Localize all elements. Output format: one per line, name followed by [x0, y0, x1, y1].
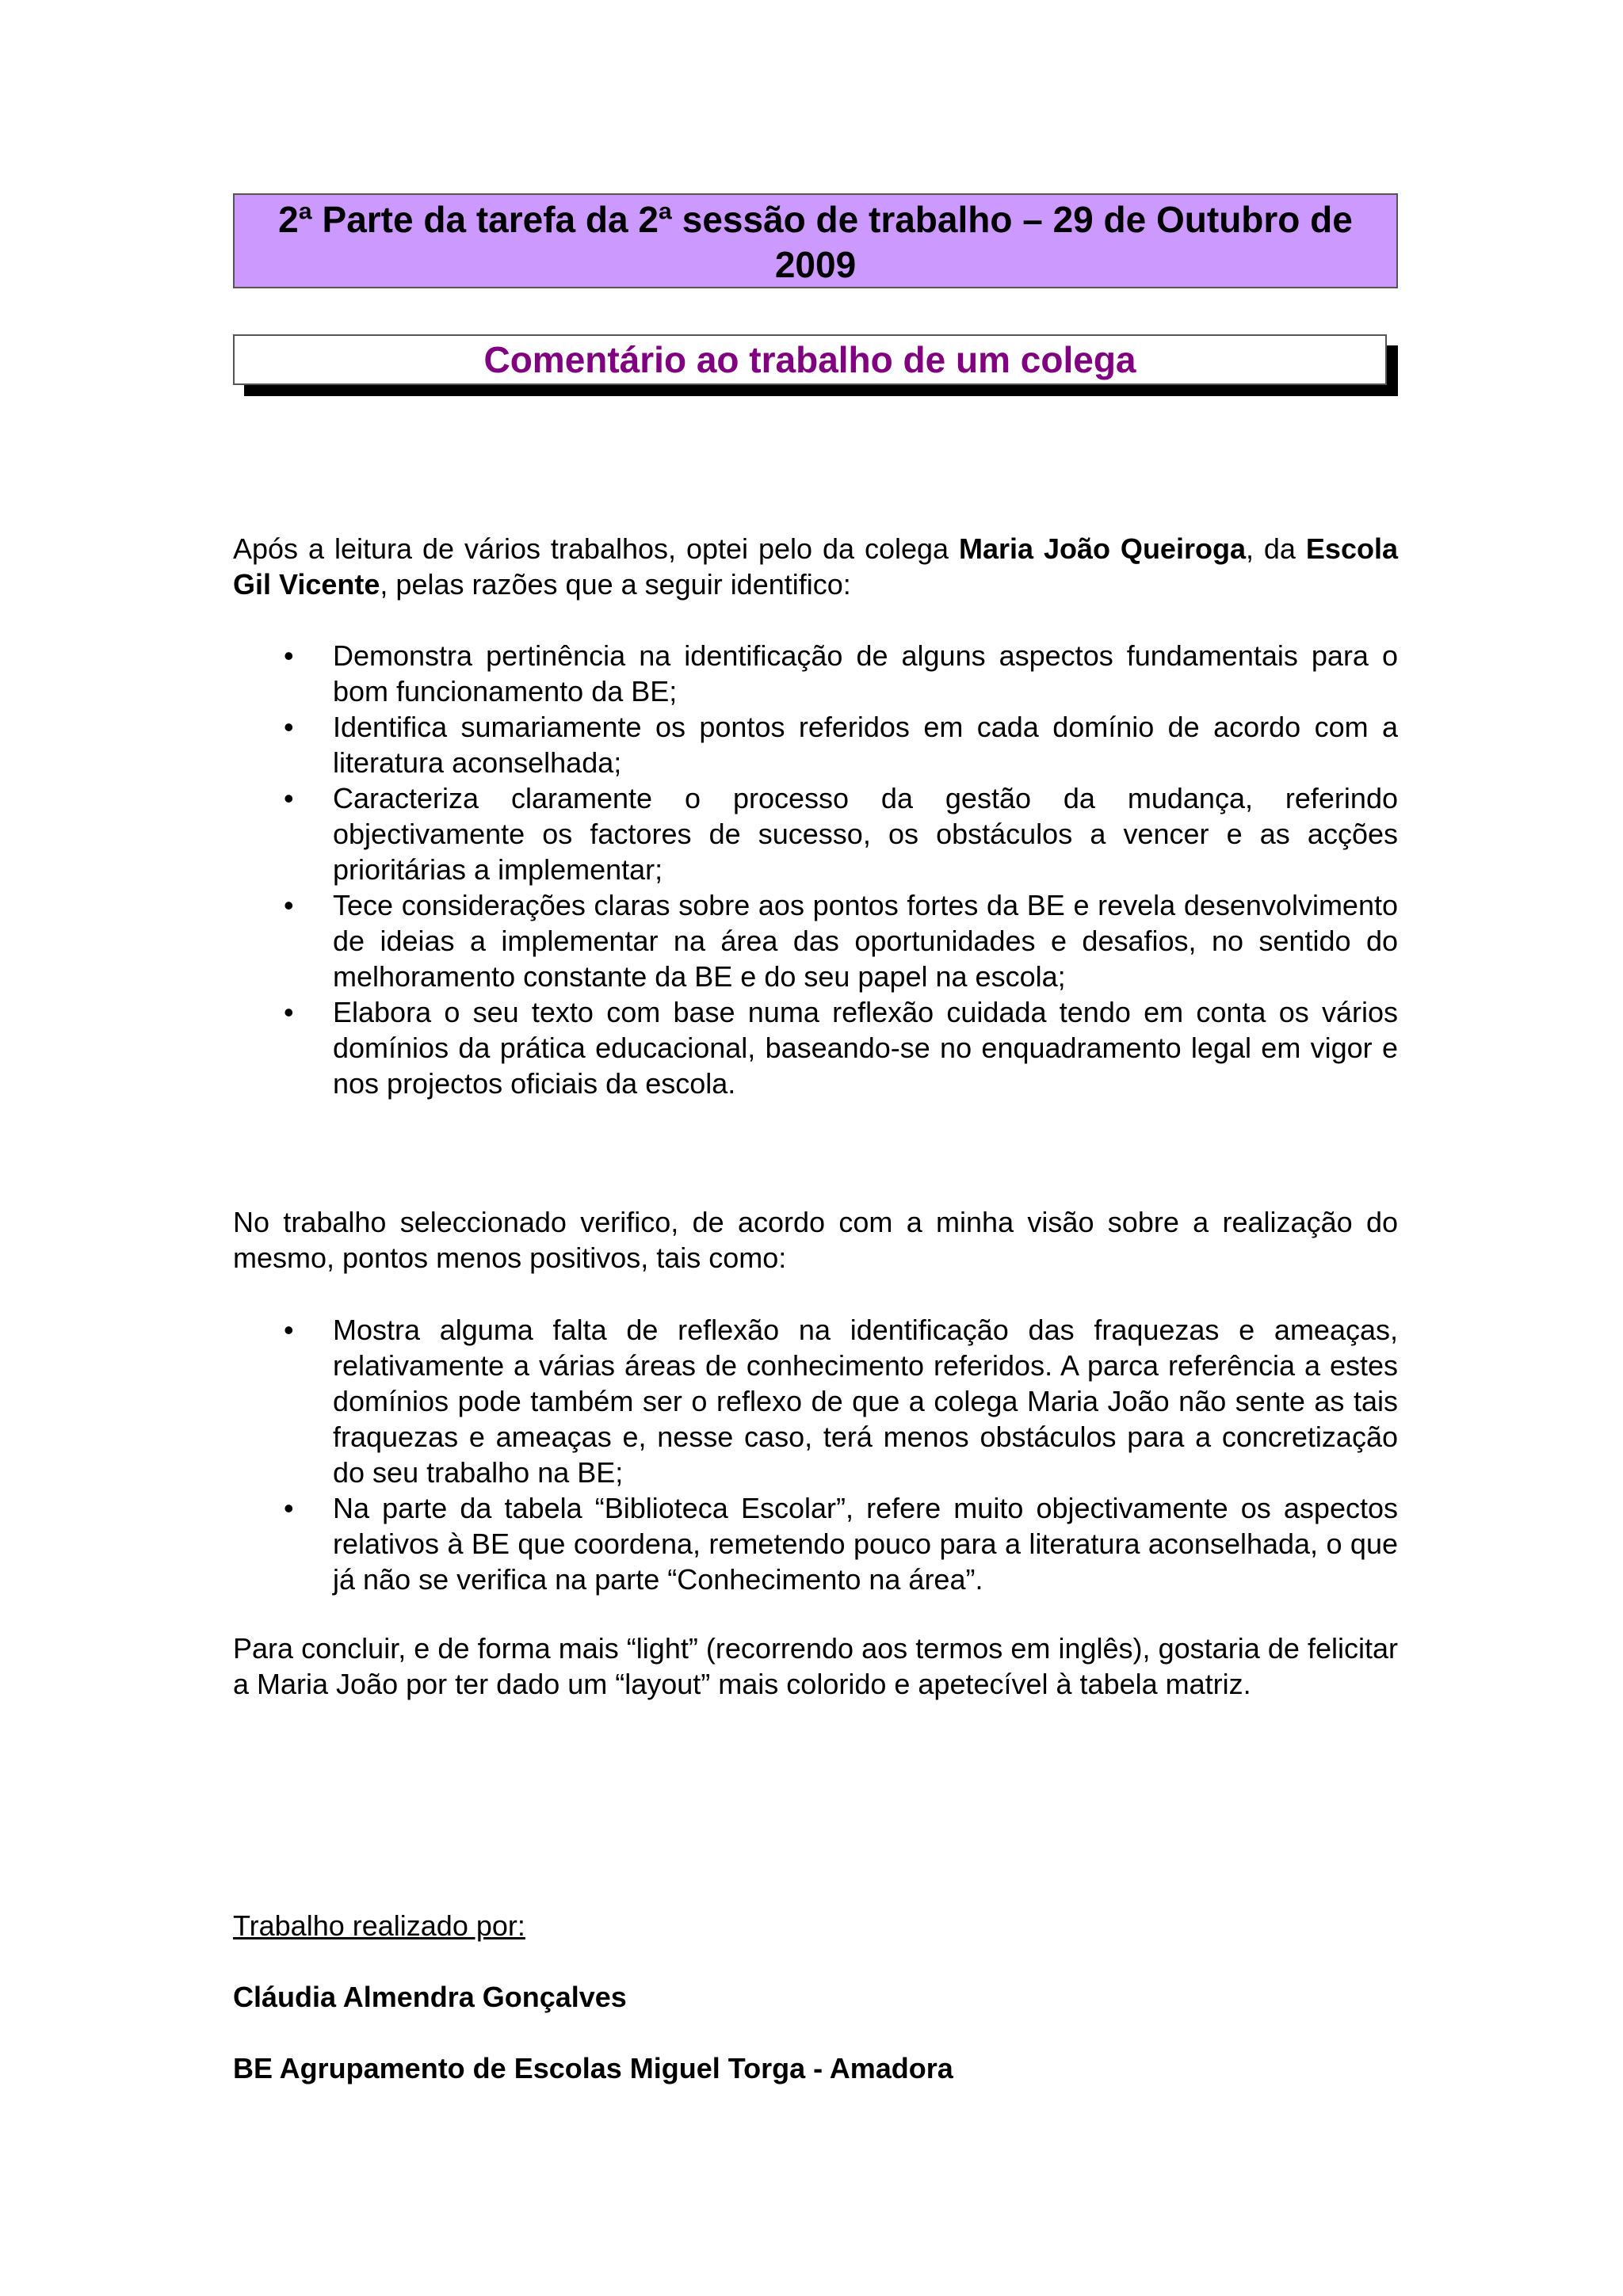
- bullet: •: [284, 889, 294, 921]
- list-item: [233, 994, 1398, 1101]
- school-name: Escola Gil Vicente: [233, 532, 1398, 601]
- negatives-list: [233, 1312, 1398, 1597]
- page-title-line-1: 2ª Parte da tarefa da 2ª sessão de trabalho – 29 de Outubro de: [278, 199, 1353, 240]
- signature-label: Trabalho realizado por:: [233, 1909, 525, 1942]
- bullet: •: [284, 639, 294, 672]
- list-item-text: Demonstra pertinência na identificação de alguns aspectos fundamentais para o bom funcionamento da BE;: [333, 639, 1398, 707]
- bullet: •: [284, 1492, 294, 1524]
- intro-paragraph: [233, 531, 1398, 602]
- intro-text-middle: , da: [1245, 532, 1306, 565]
- second-paragraph: No trabalho seleccionado verifico, de acordo com a minha visão sobre a realização do mesmo, pontos menos positivos, tais como:: [233, 1206, 1398, 1274]
- list-item: [233, 887, 1398, 994]
- colleague-name: Maria João Queiroga: [958, 532, 1246, 565]
- subtitle: Comentário ao trabalho de um colega: [233, 334, 1387, 385]
- intro-text-before: Após a leitura de vários trabalhos, optei pelo da colega: [233, 532, 959, 565]
- bullet: •: [284, 996, 294, 1028]
- list-item-text: Caracteriza claramente o processo da gestão da mudança, referindo objectivamente os factores de sucesso, os obstáculos a vencer e as acções prioritárias a implementar;: [333, 782, 1398, 886]
- list-item-text: Mostra alguma falta de reflexão na identificação das fraquezas e ameaças, relativamente a várias áreas de conhecimento referidos. A parca referência a estes domínios pode também ser o reflexo de que a colega Maria João não sente as tais fraquezas e ameaças e, nesse caso, terá menos obstáculos para a concretização do seu trabalho na BE;: [333, 1314, 1398, 1489]
- bullet: •: [284, 711, 294, 743]
- list-item: [233, 709, 1398, 780]
- list-item-text: Identifica sumariamente os pontos referidos em cada domínio de acordo com a literatura aconselhada;: [333, 711, 1398, 779]
- intro-text-after: , pelas razões que a seguir identifico:: [380, 568, 851, 601]
- author-affiliation: BE Agrupamento de Escolas Miguel Torga - Amadora: [233, 2052, 953, 2084]
- page-title-line-2: 2009: [774, 244, 857, 285]
- bullet: •: [284, 1314, 294, 1346]
- list-item: [233, 638, 1398, 709]
- list-item-text: Tece considerações claras sobre aos pontos fortes da BE e revela desenvolvimento de ideias a implementar na área das oportunidades e desafios, no sentido do melhoramento constante da BE e do seu papel na escola;: [333, 889, 1398, 993]
- subtitle-frame: [233, 334, 1387, 385]
- list-item: [233, 1490, 1398, 1597]
- conclusion-paragraph: Para concluir, e de forma mais “light” (recorrendo aos termos em inglês), gostaria de felicitar a Maria João por ter dado um “layout” mais colorido e apetecível à tabela matriz.: [233, 1632, 1398, 1700]
- author-name: Cláudia Almendra Gonçalves: [233, 1981, 627, 2013]
- list-item-text: Na parte da tabela “Biblioteca Escolar”, refere muito objectivamente os aspectos relativos à BE que coordena, remetendo pouco para a literatura aconselhada, o que já não se verifica na parte “Conhecimento na área”.: [333, 1492, 1398, 1596]
- title-box: [233, 193, 1398, 288]
- list-item-text: Elabora o seu texto com base numa reflexão cuidada tendo em conta os vários domínios da prática educacional, baseando-se no enquadramento legal em vigor e nos projectos oficiais da escola.: [333, 996, 1398, 1100]
- list-item: [233, 1312, 1398, 1490]
- list-item: [233, 780, 1398, 887]
- bullet: •: [284, 782, 294, 814]
- positives-list: [233, 638, 1398, 1101]
